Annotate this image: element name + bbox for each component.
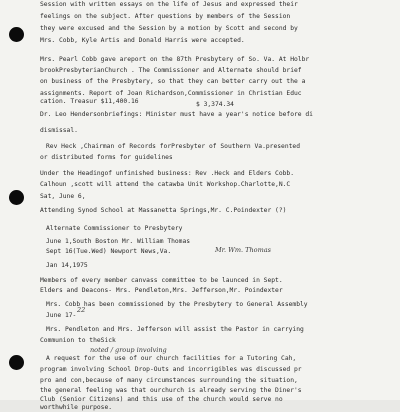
text-line: Members of every member canvass committee to be launced in Sept. (40, 277, 283, 284)
text-line: or distributed forms for guidelines (40, 154, 173, 161)
text-line: Mrs. Pendleton and Mrs. Jefferson will assist the Pastor in carrying (46, 326, 304, 333)
punch-hole-top (9, 27, 24, 42)
text-line: assignments. Report of Joan Richardson,Commissioner in Christian Educ (40, 90, 302, 97)
text-line: Attending Synod School at Massanetta Springs,Mr. C.Poindexter (?) (40, 207, 287, 214)
text-line: June 1,South Boston Mr. William Thomas (46, 238, 191, 245)
text-line: brookPresbyterianChurch . The Commissioner and Alternate should brief (40, 67, 302, 74)
text-line: program involving School Drop-Outs and incorrigibles was discussed pr (40, 366, 302, 373)
text-line: Club (Senior Citizens) and this use of the church would serve no (40, 396, 283, 403)
text-line: the general feeling was that ourchurch is already serving the Diner's (40, 387, 302, 394)
text-line: Mrs. Pearl Cobb gave areport on the 87th Presbytery of So. Va. At Holbr (40, 56, 310, 63)
amount-text: $ 3,374.34 (196, 101, 234, 108)
text-line: Elders and Deacons- Mrs. Pendleton,Mrs. Jefferson,Mr. Poindexter (40, 287, 283, 294)
text-line: Calhoun ,scott will attend the catawba Unit Workshop.Charlotte,N.C (40, 181, 291, 188)
text-line: Jan 14,1975 (46, 262, 88, 269)
text-line: pro and con,because of many circumstances surrounding the situation, (40, 377, 298, 384)
text-line: worthwhile purpose. (40, 404, 113, 411)
text-line: Rev Heck ,Chairman of Records forPresbyter of Southern Va.presented (46, 143, 301, 150)
text-line: feelings on the subject. After questions by members of the Session (40, 13, 291, 20)
punch-hole-middle (9, 190, 24, 205)
text-line: Sat, June 6, (40, 193, 86, 200)
text-line: Mrs. Cobb has been commissioned by the Presbytery to General Assembly (46, 301, 308, 308)
punch-hole-bottom (9, 355, 24, 370)
text-line: June 17- (46, 312, 77, 319)
text-line: Under the Headingof unfinished business: Rev .Heck and Elders Cobb. (40, 170, 295, 177)
text-line: Sept 16(Tue.Wed) Newport News,Va. (46, 248, 172, 255)
text-line: A request for the use of our church facilities for a Tutoring Cah, (46, 355, 297, 362)
text-line: on business of the Presbytery, so that they can better carry out the a (40, 78, 306, 85)
text-line: Session with written essays on the life of Jesus and expressed their (40, 1, 298, 8)
text-line: cation. Treasur $11,400.16 (40, 98, 139, 105)
text-line: Dr. Leo Hendersonbriefings: Minister must have a year's notice before di (40, 111, 313, 118)
text-line: Mrs. Cobb, Kyle Artis and Donald Harris were accepted. (40, 37, 245, 44)
handwritten-insertion: noted / group involving (90, 346, 167, 354)
handwritten-date: 22 (77, 306, 86, 314)
handwritten-note: Mr. Wm. Thomas (215, 246, 271, 254)
text-line: they were excused and the Session by a motion by Scott and second by (40, 25, 298, 32)
text-line: Alternate Commissioner to Presbytery (46, 225, 183, 232)
text-line: dismissal. (40, 127, 78, 134)
text-line: Communion to theSick (40, 337, 116, 344)
